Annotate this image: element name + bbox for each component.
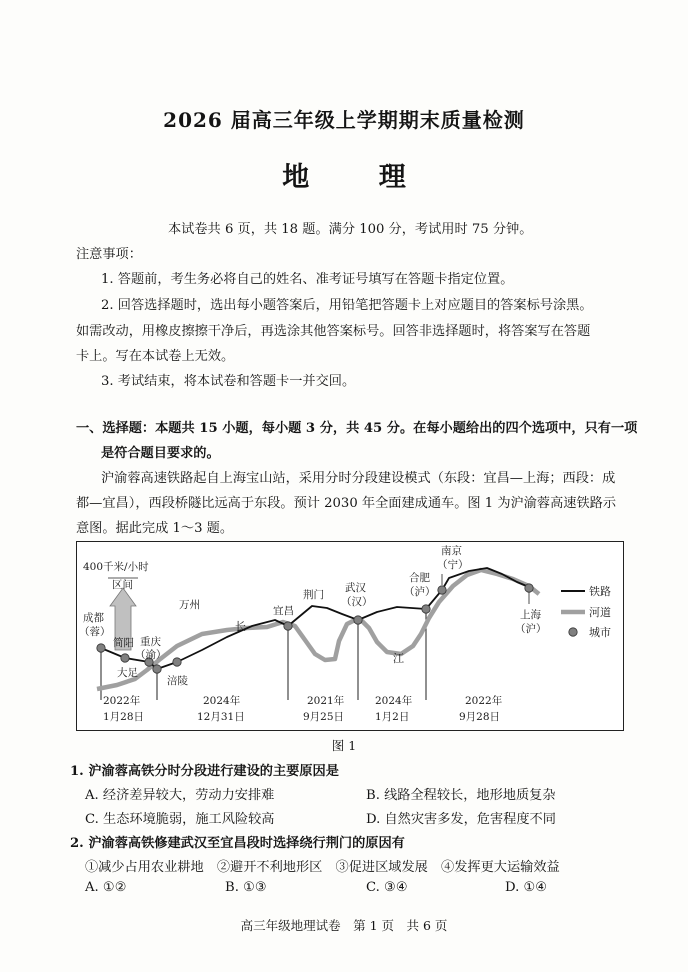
city-marker-dazu bbox=[153, 665, 161, 673]
legend-railway-label: 铁路 bbox=[589, 585, 611, 598]
date-2-day: 12月31日 bbox=[197, 711, 245, 723]
river-label-chang: 长 bbox=[235, 620, 246, 633]
subject-title: 地 理 bbox=[282, 162, 436, 193]
exam-title: 2026 届高三年级上学期期末质量检测 bbox=[163, 108, 525, 132]
label-shanghai: 上海 bbox=[520, 609, 541, 621]
section-heading: 一、选择题：本题共 15 小题，每小题 3 分，共 45 分。在每小题给出的四个选项中，只有一项 bbox=[76, 421, 638, 436]
city-marker-wuhan bbox=[354, 616, 362, 624]
date-1-day: 1月28日 bbox=[103, 711, 145, 723]
city-marker-yichang bbox=[284, 622, 292, 630]
label-nanjing-abbr: （宁） bbox=[437, 559, 469, 571]
legend bbox=[561, 584, 611, 639]
passage-line-3: 意图。据此完成 1～3 题。 bbox=[76, 521, 234, 536]
label-yichang: 宜昌 bbox=[273, 605, 294, 617]
date-2-year: 2024年 bbox=[203, 695, 241, 707]
date-5-year: 2022年 bbox=[465, 695, 503, 707]
legend-city-swatch bbox=[569, 628, 577, 636]
notice-item-3: 3. 考试结束，将本试卷和答题卡一并交回。 bbox=[101, 374, 356, 389]
page-footer: 高三年级地理试卷 第 1 页 共 6 页 bbox=[240, 918, 448, 933]
notice-item-2: 2. 回答选择题时，选出每小题答案后，用铅笔把答题卡上对应题目的答案标号涂黑。 bbox=[101, 298, 593, 313]
question-1-option-d: D. 自然灾害多发，危害程度不同 bbox=[366, 812, 556, 827]
section-heading-cont: 是符合题目要求的。 bbox=[101, 446, 220, 461]
label-dazu: 大足 bbox=[117, 667, 138, 679]
date-4-day: 1月2日 bbox=[375, 711, 410, 723]
question-2-statements: ①减少占用农业耕地 ②避开不利地形区 ③促进区域发展 ④发挥更大运输效益 bbox=[85, 860, 560, 875]
city-marker-jianyang bbox=[121, 654, 129, 662]
label-wanzhou: 万州 bbox=[179, 599, 200, 611]
label-hefei: 合肥 bbox=[409, 572, 430, 584]
label-nanjing: 南京 bbox=[441, 545, 462, 557]
label-chengdu-abbr: （蓉） bbox=[79, 626, 111, 638]
notice-item-2-cont: 如需改动，用橡皮擦擦干净后，再选涂其他答案标号。回答非选择题时，将答案写在答题 bbox=[76, 324, 591, 339]
legend-city-label: 城市 bbox=[589, 626, 611, 639]
question-2-option-b: B. ①③ bbox=[225, 880, 267, 895]
question-1-option-c: C. 生态环境脆弱，施工风险较高 bbox=[85, 812, 275, 827]
speed-label-line2: 区间 bbox=[112, 579, 133, 591]
question-2-option-a: A. ①② bbox=[85, 880, 127, 895]
legend-river-label: 河道 bbox=[589, 606, 611, 619]
railway-diagram bbox=[77, 542, 625, 732]
label-fuling: 涪陵 bbox=[167, 675, 188, 687]
notice-item-1: 1. 答题前，考生务必将自己的姓名、准考证号填写在答题卡指定位置。 bbox=[101, 272, 514, 287]
label-jingmen: 荆门 bbox=[303, 589, 324, 601]
notice-heading: 注意事项： bbox=[76, 247, 142, 262]
notice-item-2-end: 卡上。写在本试卷上无效。 bbox=[76, 349, 235, 364]
question-1-option-a: A. 经济差异较大，劳动力安排难 bbox=[85, 788, 275, 803]
river-label-jiang: 江 bbox=[393, 652, 404, 665]
label-chengdu: 成都 bbox=[83, 612, 104, 624]
label-jianyang: 简阳 bbox=[113, 637, 134, 649]
speed-label-line1: 400千米/小时 bbox=[83, 561, 149, 573]
city-marker-fuling bbox=[173, 658, 181, 666]
figure-caption: 图 1 bbox=[331, 738, 357, 753]
date-3-day: 9月25日 bbox=[303, 711, 345, 723]
question-2-stem: 2. 沪渝蓉高铁修建武汉至宜昌段时选择绕行荆门的原因有 bbox=[70, 836, 405, 851]
question-1-stem: 1. 沪渝蓉高铁分时分段进行建设的主要原因是 bbox=[70, 764, 339, 779]
passage-line-2: 都—宜昌），西段桥隧比远高于东段。预计 2030 年全面建成通车。图 1 为沪渝蓉高速铁路示 bbox=[76, 496, 617, 511]
label-shanghai-abbr: （沪） bbox=[515, 623, 547, 635]
date-1-year: 2022年 bbox=[103, 695, 141, 707]
city-marker-shanghai bbox=[525, 584, 533, 592]
city-marker-hefei bbox=[422, 605, 430, 613]
date-labels bbox=[103, 694, 503, 723]
date-3-year: 2021年 bbox=[307, 695, 345, 707]
question-2-option-c: C. ③④ bbox=[366, 880, 408, 895]
date-4-year: 2024年 bbox=[375, 695, 413, 707]
label-wuhan: 武汉 bbox=[345, 582, 366, 594]
label-chongqing: 重庆 bbox=[140, 636, 161, 648]
yangtze-river bbox=[97, 570, 539, 689]
question-1-option-b: B. 线路全程较长，地形地质复杂 bbox=[366, 788, 556, 803]
figure-1-map bbox=[76, 541, 624, 731]
question-2-option-d: D. ①④ bbox=[505, 880, 548, 895]
label-hefei-abbr: （泸） bbox=[404, 586, 436, 598]
city-marker-chengdu bbox=[97, 644, 105, 652]
label-wuhan-abbr: （汉） bbox=[341, 596, 373, 608]
label-chongqing-abbr: （渝） bbox=[135, 649, 167, 661]
date-5-day: 9月28日 bbox=[459, 711, 501, 723]
city-marker-nanjing bbox=[438, 586, 446, 594]
passage-line-1: 沪渝蓉高速铁路起自上海宝山站，采用分时分段建设模式（东段：宜昌—上海；西段：成 bbox=[101, 471, 616, 486]
exam-info: 本试卷共 6 页，共 18 题。满分 100 分，考试用时 75 分钟。 bbox=[168, 222, 533, 237]
